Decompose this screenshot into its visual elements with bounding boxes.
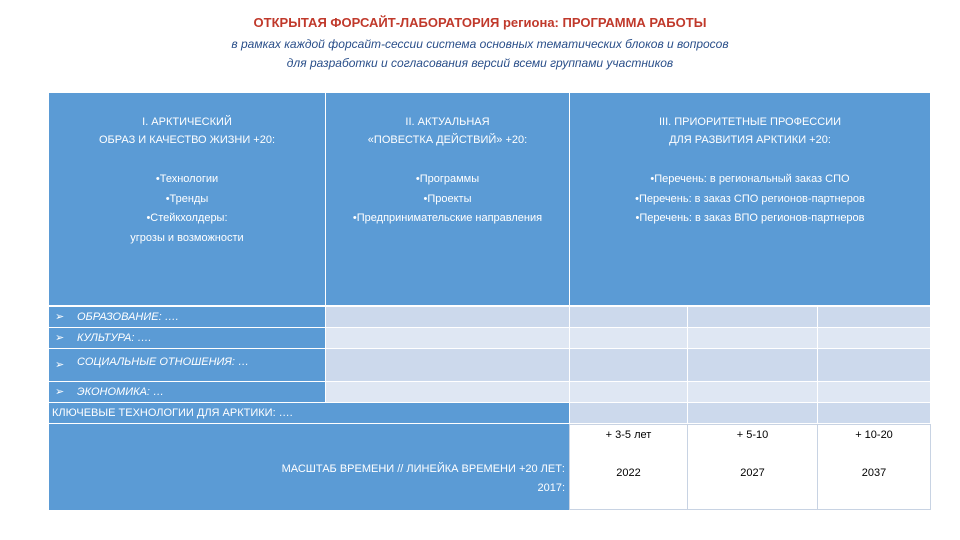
row-label-key-technologies: КЛЮЧЕВЫЕ ТЕХНОЛОГИИ ДЛЯ АРКТИКИ: …. bbox=[49, 403, 569, 423]
timeline-range: + 3-5 лет bbox=[605, 429, 652, 441]
column-header-arctic bbox=[49, 93, 325, 305]
table-cell bbox=[570, 403, 687, 423]
timeline-year: 2037 bbox=[861, 467, 887, 479]
list-item: •Технологии bbox=[155, 173, 219, 185]
list-item: •Проекты bbox=[423, 192, 472, 205]
row-label-text: КУЛЬТУРА: …. bbox=[77, 332, 152, 344]
arrow-right-icon: ➢ bbox=[55, 359, 65, 371]
table-divider bbox=[817, 424, 818, 510]
column-bullet-list bbox=[326, 170, 569, 229]
row-label-culture bbox=[49, 328, 325, 348]
list-item: •Тренды bbox=[165, 192, 209, 205]
timeline-range: + 10-20 bbox=[855, 429, 893, 441]
column-header-title: I. АРКТИЧЕСКИЙ bbox=[142, 116, 232, 128]
timeline-label-line2: 2017: bbox=[537, 482, 565, 494]
column-header-subtitle: «ПОВЕСТКА ДЕЙСТВИЙ» +20: bbox=[367, 134, 528, 146]
timeline-period bbox=[688, 424, 817, 510]
table-cell bbox=[818, 403, 930, 423]
table-cell bbox=[688, 403, 817, 423]
list-item: •Перечень: в заказ СПО регионов-партнеров bbox=[635, 192, 865, 205]
list-item: •Программы bbox=[415, 173, 480, 185]
table-cell bbox=[570, 328, 687, 348]
column-header-subtitle: ДЛЯ РАЗВИТИЯ АРКТИКИ +20: bbox=[669, 134, 831, 146]
table-cell bbox=[818, 307, 930, 327]
page-subtitle-line1: в рамках каждой форсайт-сессии система основных тематических блоков и вопросов bbox=[231, 37, 729, 51]
timeline-year: 2022 bbox=[616, 467, 641, 479]
column-bullet-list bbox=[49, 170, 325, 248]
column-header-agenda bbox=[326, 93, 569, 305]
row-label-text: СОЦИАЛЬНЫЕ ОТНОШЕНИЯ: … bbox=[77, 356, 250, 368]
timeline-period bbox=[818, 424, 930, 510]
table-cell bbox=[326, 307, 569, 327]
list-item: •Перечень: в региональный заказ СПО bbox=[650, 173, 850, 185]
row-label-education bbox=[49, 307, 325, 327]
table-cell bbox=[570, 382, 687, 402]
arrow-right-icon: ➢ bbox=[55, 311, 65, 323]
list-item: •Предпринимательские направления bbox=[352, 212, 543, 224]
table-cell bbox=[326, 328, 569, 348]
table-cell bbox=[688, 382, 817, 402]
table-cell bbox=[688, 328, 817, 348]
table-cell bbox=[818, 349, 930, 381]
column-bullet-list bbox=[570, 170, 930, 229]
table-cell bbox=[570, 349, 687, 381]
column-header-title: II. АКТУАЛЬНАЯ bbox=[405, 116, 490, 128]
timeline-label bbox=[49, 424, 569, 510]
arrow-right-icon: ➢ bbox=[55, 386, 65, 398]
list-item: угрозы и возможности bbox=[130, 231, 244, 244]
table-cell bbox=[326, 382, 569, 402]
timeline-period bbox=[570, 424, 687, 510]
table-cell bbox=[326, 349, 569, 381]
timeline-year: 2027 bbox=[740, 467, 765, 479]
table-cell bbox=[818, 382, 930, 402]
table-cell bbox=[688, 307, 817, 327]
row-label-text: ЭКОНОМИКА: … bbox=[77, 386, 165, 398]
row-label-economy bbox=[49, 382, 325, 402]
column-header-subtitle: ОБРАЗ И КАЧЕСТВО ЖИЗНИ +20: bbox=[98, 134, 276, 146]
row-label-social bbox=[49, 349, 325, 381]
timeline-range: + 5-10 bbox=[736, 429, 769, 441]
table-cell bbox=[570, 307, 687, 327]
row-label-text: ОБРАЗОВАНИЕ: …. bbox=[77, 311, 179, 323]
table-cell bbox=[818, 328, 930, 348]
column-header-title: III. ПРИОРИТЕТНЫЕ ПРОФЕССИИ bbox=[658, 116, 842, 128]
table-cell bbox=[688, 349, 817, 381]
list-item: •Перечень: в заказ ВПО регионов-партнеров bbox=[635, 212, 865, 224]
timeline-label-line1: МАСШТАБ ВРЕМЕНИ // ЛИНЕЙКА ВРЕМЕНИ +20 ЛЕТ: bbox=[281, 463, 565, 475]
arrow-right-icon: ➢ bbox=[55, 332, 65, 344]
page-subtitle-line2: для разработки и согласования версий всеми группами участников bbox=[286, 56, 674, 70]
page-title: ОТКРЫТАЯ ФОРСАЙТ-ЛАБОРАТОРИЯ региона: ПРОГРАММА РАБОТЫ bbox=[253, 15, 707, 30]
table-divider bbox=[687, 424, 688, 510]
column-header-professions bbox=[570, 93, 930, 305]
list-item: •Стейкхолдеры: bbox=[146, 212, 228, 224]
